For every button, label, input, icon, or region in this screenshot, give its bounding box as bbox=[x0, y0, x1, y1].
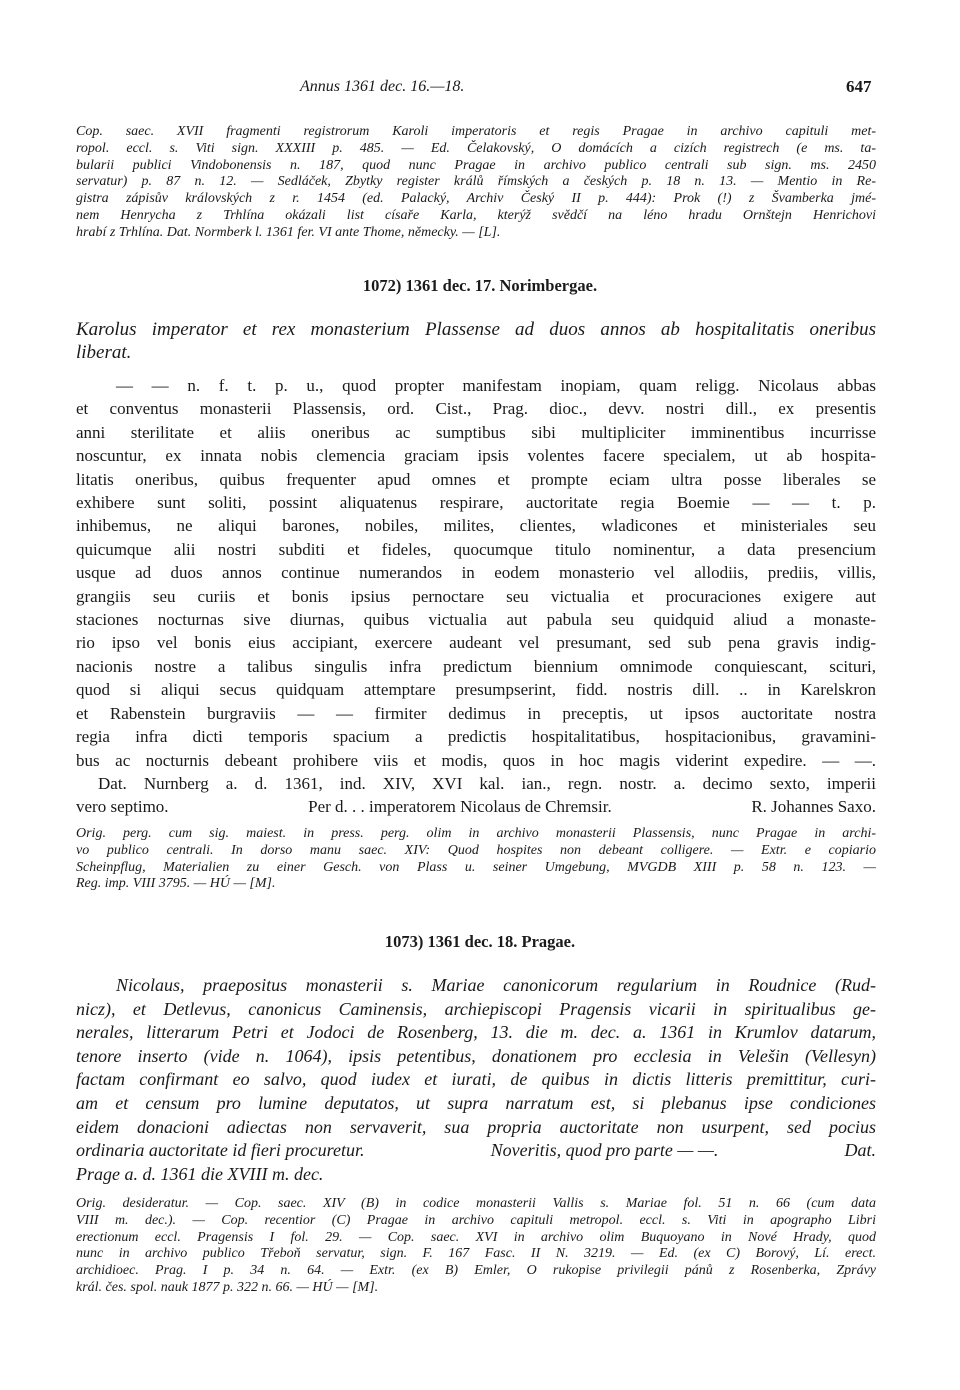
note-line: servatur) p. 87 n. 12. — Sedláček, Zbytky register králů římských a českých p. 18 n. 13. — Mentio in Re- bbox=[76, 174, 876, 190]
entry-1072-summary bbox=[76, 318, 876, 364]
entry-1073-apparatus-note bbox=[76, 1196, 876, 1297]
text-line: exhibere sunt soliti, possint aliquatenus respirare, auctoritate regia Boemie — — t. p. bbox=[76, 493, 876, 513]
running-title: Annus 1361 dec. 16.—18. bbox=[300, 78, 465, 95]
dating-line: Prage a. d. 1361 die XVIII m. dec. bbox=[76, 1163, 324, 1184]
closing-date-end: vero septimo. bbox=[76, 797, 169, 817]
text-line: staciones nocturnas sive diurnas, quibus victualia aut pabula seu quidquid aliud a monaste- bbox=[76, 610, 876, 630]
note-line: archidioec. Prag. I p. 34 n. 64. — Extr. (ex B) Emler, O rukopise privilegii pánů z Rosenberka, Zprávy bbox=[76, 1263, 876, 1279]
registrar-note: R. Johannes Saxo. bbox=[751, 797, 876, 817]
note-line: erectionum eccl. Pragensis I fol. 29. — Cop. saec. XVI in archivo olim Buquoyano in Nové Hrady, quod bbox=[76, 1229, 876, 1245]
note-line: Scheinpflug, Materialien zu einer Gesch. von Plass u. seiner Umgebung, MVGDB XIII p. 58 n. 123. — bbox=[76, 859, 876, 875]
text-line: eidem donacioni adiectas non servaverit, sua propria auctoritate non usurpent, sed pocius bbox=[76, 1116, 876, 1137]
text-line: quod si aliqui secus quidquam attemptare presumpserint, fidd. nostris dill. .. in Karelskron bbox=[76, 680, 876, 700]
note-line: Orig. desideratur. — Cop. saec. XIV (B) in codice monasterii Vallis s. Mariae fol. 51 n. 66 (cum data bbox=[76, 1196, 876, 1211]
text-segment: Noveritis, quod pro parte — —. bbox=[490, 1140, 719, 1161]
closing-line bbox=[76, 795, 876, 818]
text-line: noscuntur, ex innata nobis clemencia graciam ipsis volentes facere specialem, ut ab hospita- bbox=[76, 446, 876, 466]
text-line: — — n. f. t. p. u., quod propter manifestam inopiam, quam religg. Nicolaus abbas bbox=[116, 376, 876, 395]
summary-line: liberat. bbox=[76, 342, 132, 363]
text-line: nacionis nostre a talibus singulis infra predictum biennium omnimode conquiescant, scituri, bbox=[76, 656, 876, 676]
note-line: gistra zápisův královských z r. 1454 (ed. Palacký, Archiv Český II p. 444): Prok (!) z Švamberka jmé- bbox=[76, 191, 876, 207]
text-line: anni sterilitate et aliis oneribus ac sumptibus sibi multipliciter imminentibus incurrisse bbox=[76, 422, 876, 442]
note-line: Cop. saec. XVII fragmenti registrorum Karoli imperatoris et regis Pragae in archivo capituli met- bbox=[76, 124, 876, 139]
dating-line: Dat. Nurnberg a. d. 1361, ind. XIV, XVI kal. ian., regn. nostr. a. decimo sexto, imperii bbox=[98, 773, 876, 793]
summary-line: Karolus imperator et rex monasterium Plassense ad duos annos ab hospitalitatis oneribus bbox=[76, 319, 876, 340]
entry-place: Pragae. bbox=[521, 932, 576, 951]
note-line: Orig. perg. cum sig. maiest. in press. perg. olim in archivo monasterii Plassensis, nunc Pragae in archi- bbox=[76, 826, 876, 841]
text-line: Nicolaus, praepositus monasterii s. Mariae canonicorum regularium in Roudnice (Rud- bbox=[116, 975, 876, 995]
text-line: bus ac nocturnis debeant prohibere viis et modis, quos in hoc magis viderint expedire. — —. bbox=[76, 750, 876, 770]
note-line: VIII m. dec.). — Cop. recentior (C) Pragae in archivo capituli metropol. eccl. s. Viti in apographo Libri bbox=[76, 1212, 876, 1228]
entry-1072-text bbox=[76, 374, 876, 819]
note-line: vo publico centrali. In dorso manu saec. XIV: Quod hospites non debeant colligere. — Extr. e copiario bbox=[76, 842, 876, 858]
text-line: nicz), et Detlevus, canonicus Caminensis, archiepiscopi Pragensis vicarii in spiritualibus ge- bbox=[76, 998, 876, 1019]
entry-1072-heading bbox=[0, 276, 960, 296]
text-line: grangiis seu curiis et bonis ipsius pernoctare seu victualia et procuraciones exigere aut bbox=[76, 586, 876, 606]
note-line: hrabí z Trhlína. Dat. Normberk l. 1361 fer. VI ante Thome, německy. — [L]. bbox=[76, 224, 501, 240]
text-line: nerales, litterarum Petri et Jodoci de Rosenberg, 13. die m. dec. a. 1361 in Krumlov datarum, bbox=[76, 1022, 876, 1043]
chancery-note: Per d. . . imperatorem Nicolaus de Chremsir. bbox=[308, 797, 612, 817]
text-segment: Dat. bbox=[844, 1140, 876, 1161]
note-line: nunc in archivo publico Třeboň servatur, sign. F. 167 Fasc. II N. 3219. — Ed. (ex C) Borový, Lí. erect. bbox=[76, 1246, 876, 1262]
note-line: bularii publici Vindobonensis n. 187, quod nunc Pragae in archivo publico centrali sub sign. ms. 2450 bbox=[76, 157, 876, 173]
entry-1072-apparatus-note bbox=[76, 826, 876, 893]
note-line: nem Henrycha z Trhlína okázali list císaře Karla, kterýž svědčí na léno hradu Ornštejn Henrichovi bbox=[76, 207, 876, 223]
top-apparatus-note bbox=[76, 124, 876, 242]
page-number: 647 bbox=[846, 77, 872, 96]
text-line: et Rabenstein burgraviis — — firmiter dedimus in preceptis, ut ipsos auctoritate nostra bbox=[76, 703, 876, 723]
text-line bbox=[76, 1139, 876, 1163]
entry-1073-text bbox=[76, 974, 876, 1186]
text-line: inhibemus, ne aliqui barones, nobiles, milites, clientes, wladicones et ministeriales seu bbox=[76, 516, 876, 536]
text-line: usque ad duos annos continue numerandos in eodem monasterio vel allodiis, prediis, villis, bbox=[76, 563, 876, 583]
text-line: am et censum pro lumine deputatos, ut supra narratum est, si plebanus ipse condiciones bbox=[76, 1092, 876, 1113]
note-line: Reg. imp. VIII 3795. — HÚ — [M]. bbox=[76, 876, 276, 892]
text-line: quicumque alii nostri subditi et fideles, quocumque titulo nominentur, a data presencium bbox=[76, 539, 876, 559]
note-line: ropol. eccl. s. Viti sign. XXXIII p. 485. — Ed. Čelakovský, O domácích a cizích registrech (e ms. ta- bbox=[76, 140, 876, 156]
text-segment: ordinaria auctoritate id fieri procuretur. bbox=[76, 1140, 365, 1161]
entry-number-date: 1073) 1361 dec. 18. bbox=[384, 932, 518, 951]
text-line: et conventus monasterii Plassensis, ord. Cist., Prag. dioc., devv. nostri dill., ex presentis bbox=[76, 399, 876, 419]
entry-number-date: 1072) 1361 dec. 17. bbox=[362, 276, 496, 295]
text-line: litatis oneribus, quibus frequenter apud omnes et prompte eciam ultra posse liberales se bbox=[76, 469, 876, 489]
text-line: rio ipso vel bonis eius accipiant, exercere audeant vel presumant, sed sub pena gravis indig- bbox=[76, 633, 876, 653]
entry-place: Norimbergae. bbox=[499, 276, 598, 295]
text-line: factam confirmant eo salvo, quod iudex et iurati, de quibus in dictis litteris premittitur, curi- bbox=[76, 1069, 876, 1090]
note-line: král. čes. spol. nauk 1877 p. 322 n. 66. — HÚ — [M]. bbox=[76, 1279, 379, 1295]
entry-1073-heading bbox=[0, 932, 960, 952]
text-line: regia infra dicti temporis spacium a predictis hospitalitatibus, hospitacionibus, gravamini- bbox=[76, 727, 876, 747]
text-line: tenore inserto (vide n. 1064), ipsis petentibus, donationem pro ecclesia in Velešin (Vellesyn) bbox=[76, 1045, 876, 1066]
